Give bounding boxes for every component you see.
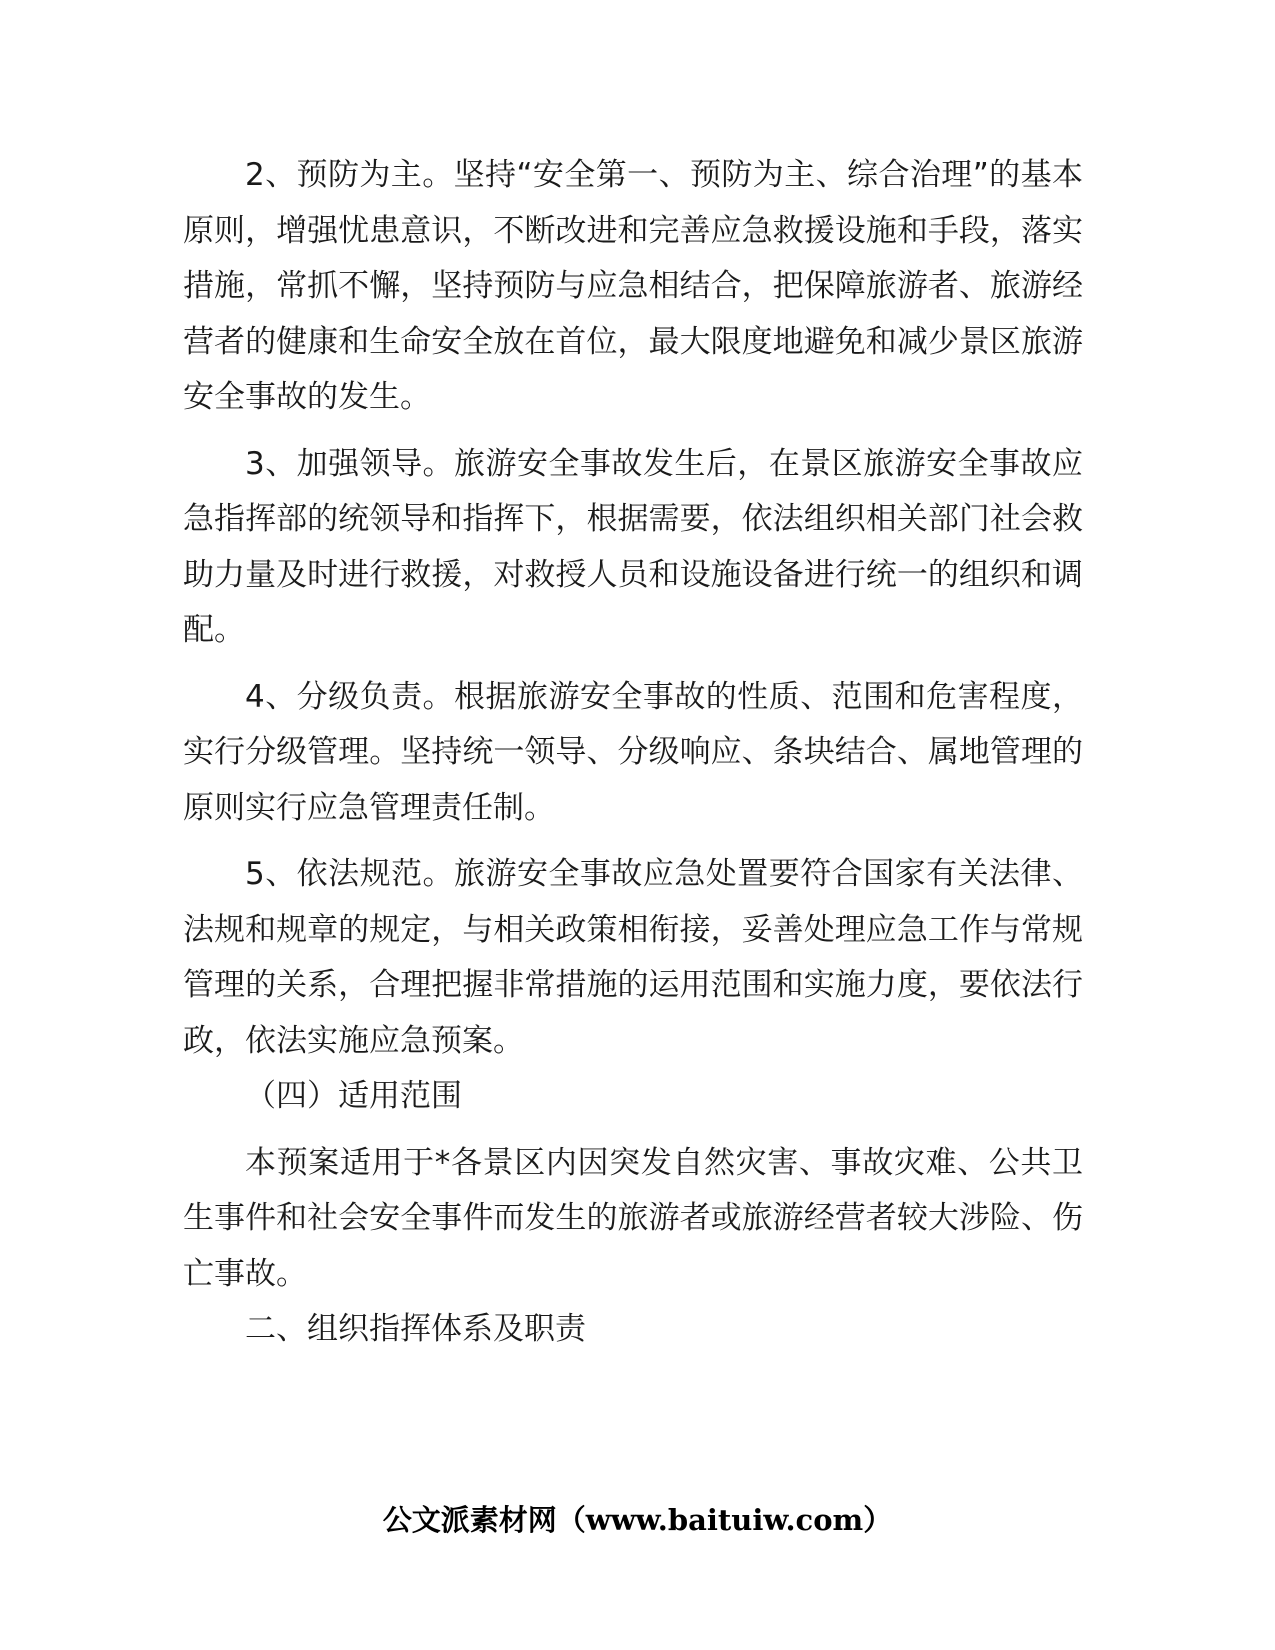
heading-organization: 二、组织指挥体系及职责	[245, 1311, 586, 1347]
heading-scope: （四）适用范围	[245, 1078, 462, 1114]
paragraph-prevention: 2、预防为主。坚持“安全第一、预防为主、综合治理”的基本原则，增强忧患意识，不断改进和完善应急救援设施和手段，落实措施，常抓不懈，坚持预防与应急相结合，把保障旅游者、旅游经营者的健康和生命安全放在首位，最大限度地避免和减少景区旅游安全事故的发生。	[183, 157, 1083, 415]
footer-watermark: 公文派素材网（www.baituiw.com）	[382, 1503, 893, 1537]
document-body	[183, 148, 1083, 1358]
paragraph-leadership: 3、加强领导。旅游安全事故发生后，在景区旅游安全事故应急指挥部的统领导和指挥下，根据需要，依法组织相关部门社会救助力量及时进行救援，对救授人员和设施设备进行统一的组织和调配。	[183, 445, 1083, 648]
paragraph-scope: 本预案适用于*各景区内因突发自然灾害、事故灾难、公共卫生事件和社会安全事件而发生的旅游者或旅游经营者较大涉险、伤亡事故。	[183, 1144, 1083, 1292]
paragraph-legal-norms: 5、依法规范。旅游安全事故应急处置要符合国家有关法律、法规和规章的规定，与相关政策相衔接，妥善处理应急工作与常规管理的关系，合理把握非常措施的运用范围和实施力度，要依法行政，依法实施应急预案。	[183, 856, 1083, 1059]
paragraph-graded-responsibility: 4、分级负责。根据旅游安全事故的性质、范围和危害程度，实行分级管理。坚持统一领导、分级响应、条块结合、属地管理的原则实行应急管理责任制。	[183, 678, 1083, 826]
